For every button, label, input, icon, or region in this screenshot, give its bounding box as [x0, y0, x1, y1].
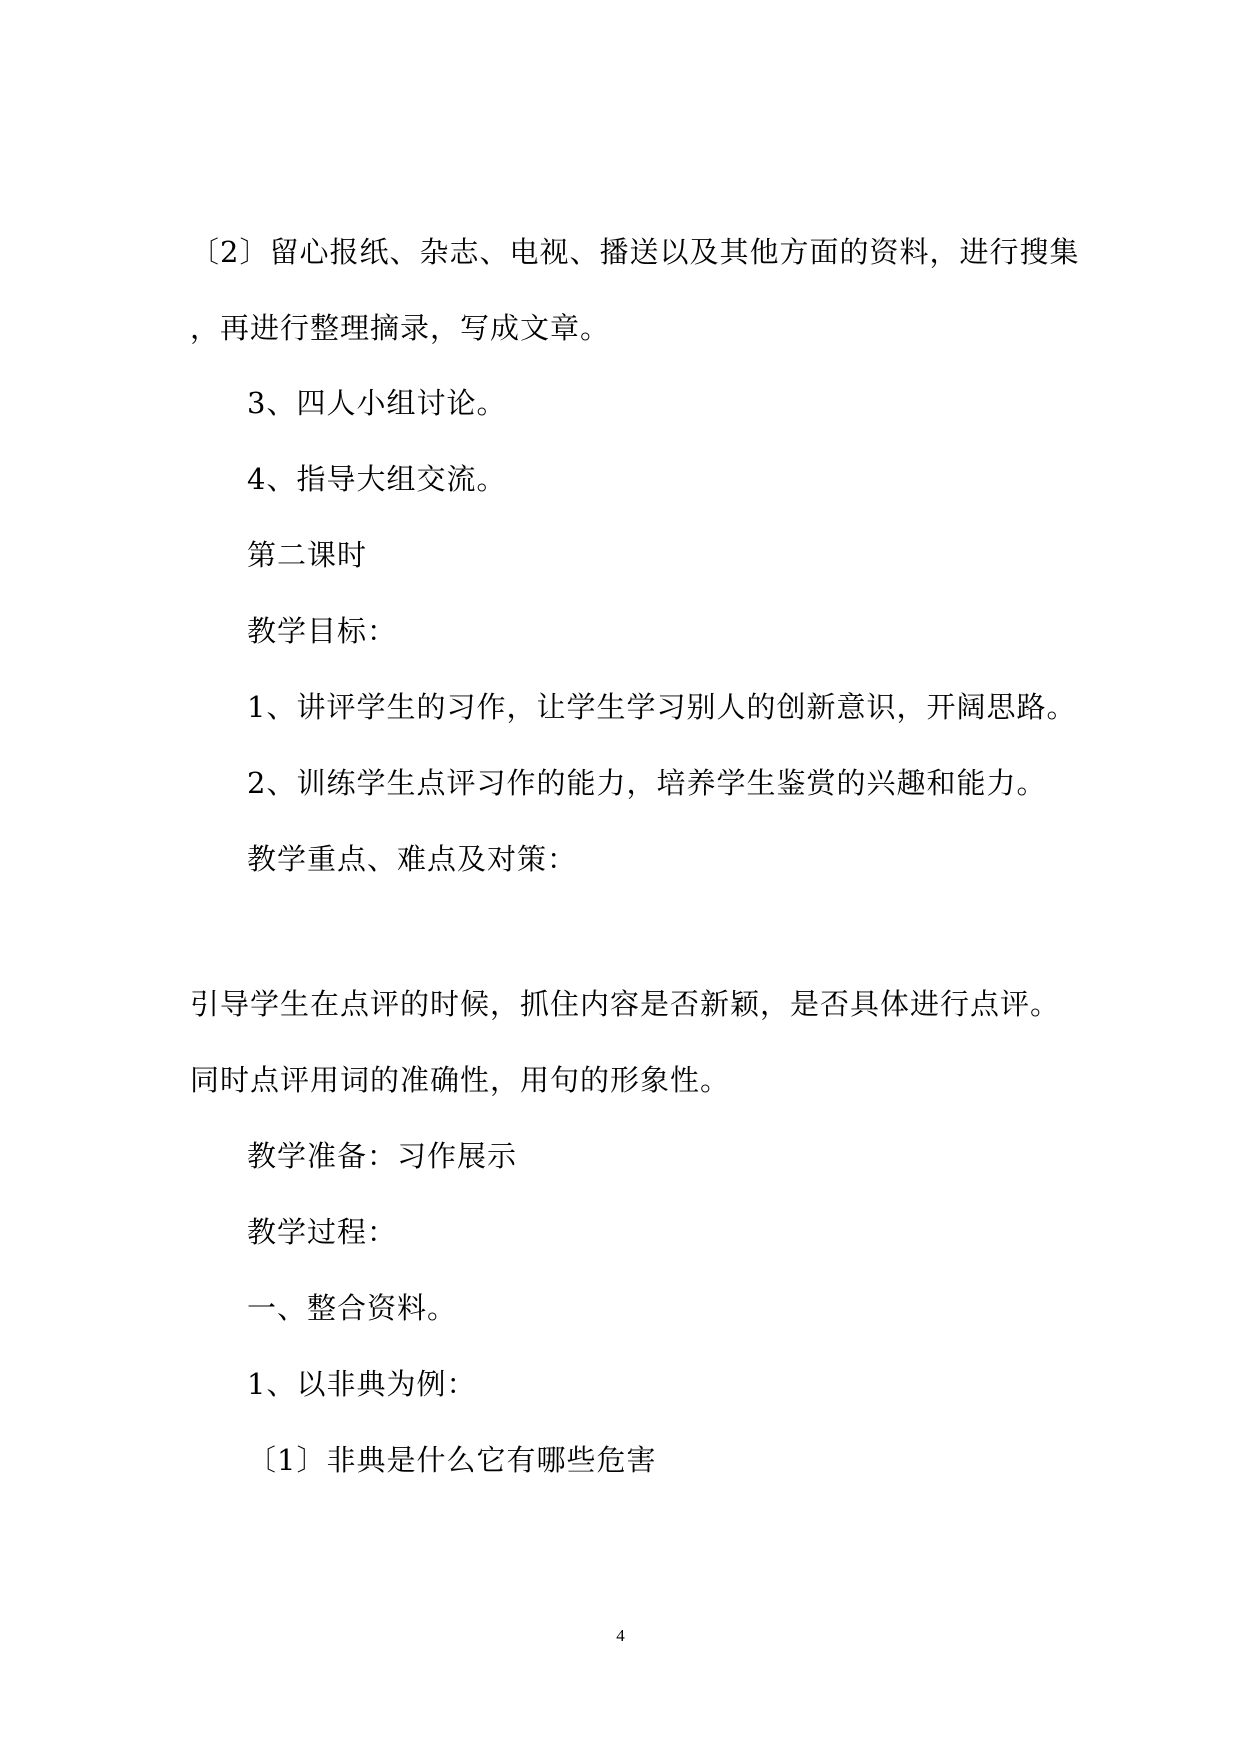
section-heading: 第二课时: [247, 538, 368, 572]
paragraph-line: 4、指导大组交流。: [247, 462, 507, 496]
paragraph-line: 3、四人小组讨论。: [247, 386, 507, 420]
paragraph-line: 引导学生在点评的时候，抓住内容是否新颖，是否具体进行点评。: [190, 987, 1061, 1021]
paragraph-line: 一、整合资料。: [247, 1291, 458, 1325]
paragraph-line: 教学重点、难点及对策：: [247, 842, 578, 876]
paragraph-line: 同时点评用词的准确性，用句的形象性。: [190, 1063, 731, 1097]
paragraph-line: 教学过程：: [247, 1215, 398, 1249]
paragraph-line: 〔2〕留心报纸、杂志、电视、播送以及其他方面的资料，进行搜集: [190, 235, 1080, 269]
paragraph-line: 1、讲评学生的习作，让学生学习别人的创新意识，开阔思路。: [247, 690, 1077, 724]
paragraph-line: 1、以非典为例：: [247, 1367, 477, 1401]
paragraph-line: 教学准备：习作展示: [247, 1139, 518, 1173]
paragraph-line: 教学目标：: [247, 614, 398, 648]
paragraph-line: 〔1〕非典是什么它有哪些危害: [247, 1443, 657, 1477]
paragraph-line: 2、训练学生点评习作的能力，培养学生鉴赏的兴趣和能力。: [247, 766, 1047, 800]
paragraph-line: ，再进行整理摘录，写成文章。: [190, 311, 611, 345]
page-number: 4: [616, 1626, 625, 1645]
